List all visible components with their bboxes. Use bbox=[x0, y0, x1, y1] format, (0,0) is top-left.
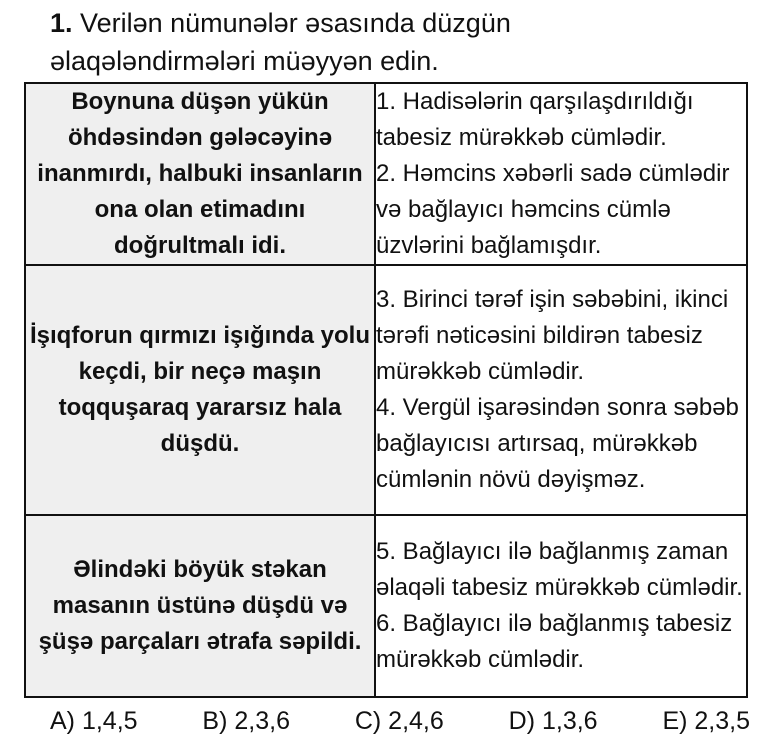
answer-choices bbox=[50, 705, 750, 737]
example-sentence-1: Boynuna düşən yükün öhdəsindən gələcəyinə inanmırdı, halbuki insanların ona olan etimadını doğrultmalı idi. bbox=[25, 83, 375, 265]
answer-option-e[interactable]: E) 2,3,5 bbox=[662, 707, 750, 735]
answer-option-b[interactable]: B) 2,3,6 bbox=[202, 707, 290, 735]
answer-option-c[interactable]: C) 2,4,6 bbox=[354, 707, 444, 735]
statement-3: 3. Birinci tərəf işin səbəbini, ikinci tərəfi nəticəsini bildirən tabesiz mürəkkəb cümlədir. bbox=[376, 286, 729, 385]
statement-1: 1. Hadisələrin qarşılaşdırıldığı tabesiz mürəkkəb cümlədir. bbox=[376, 88, 694, 151]
statement-6: 6. Bağlayıcı ilə bağlanmış tabesiz mürəkkəb cümlədir. bbox=[376, 610, 733, 673]
table-row bbox=[25, 265, 747, 515]
statement-4: 4. Vergül işarəsindən sonra səbəb bağlayıcısı artırsaq, mürəkkəb cümlənin növü dəyişməz. bbox=[376, 394, 739, 493]
question-text-line1: Verilən nümunələr əsasında düzgün bbox=[80, 8, 511, 38]
matching-table bbox=[24, 82, 748, 698]
table-row bbox=[25, 83, 747, 265]
statements-cell-3 bbox=[375, 515, 747, 697]
statement-5: 5. Bağlayıcı ilə bağlanmış zaman əlaqəli tabesiz mürəkkəb cümlədir. bbox=[376, 538, 743, 601]
statements-cell-1 bbox=[375, 83, 747, 265]
statement-2: 2. Həmcins xəbərli sadə cümlədir və bağlayıcı həmcins cümlə üzvlərini bağlamışdır. bbox=[376, 160, 730, 259]
statements-cell-2 bbox=[375, 265, 747, 515]
answer-option-d[interactable]: D) 1,3,6 bbox=[508, 707, 598, 735]
table-row bbox=[25, 515, 747, 697]
example-sentence-2: İşıqforun qırmızı işığında yolu keçdi, bir neçə maşın toqquşaraq yararsız hala düşdü. bbox=[25, 265, 375, 515]
answer-option-a[interactable]: A) 1,4,5 bbox=[50, 707, 138, 735]
question-number: 1. bbox=[50, 8, 73, 38]
example-sentence-3: Əlindəki böyük stəkan masanın üstünə düşdü və şüşə parçaları ətrafa səpildi. bbox=[25, 515, 375, 697]
question-prompt bbox=[50, 4, 750, 80]
question-text-line2: əlaqələndirmələri müəyyən edin. bbox=[50, 46, 439, 76]
